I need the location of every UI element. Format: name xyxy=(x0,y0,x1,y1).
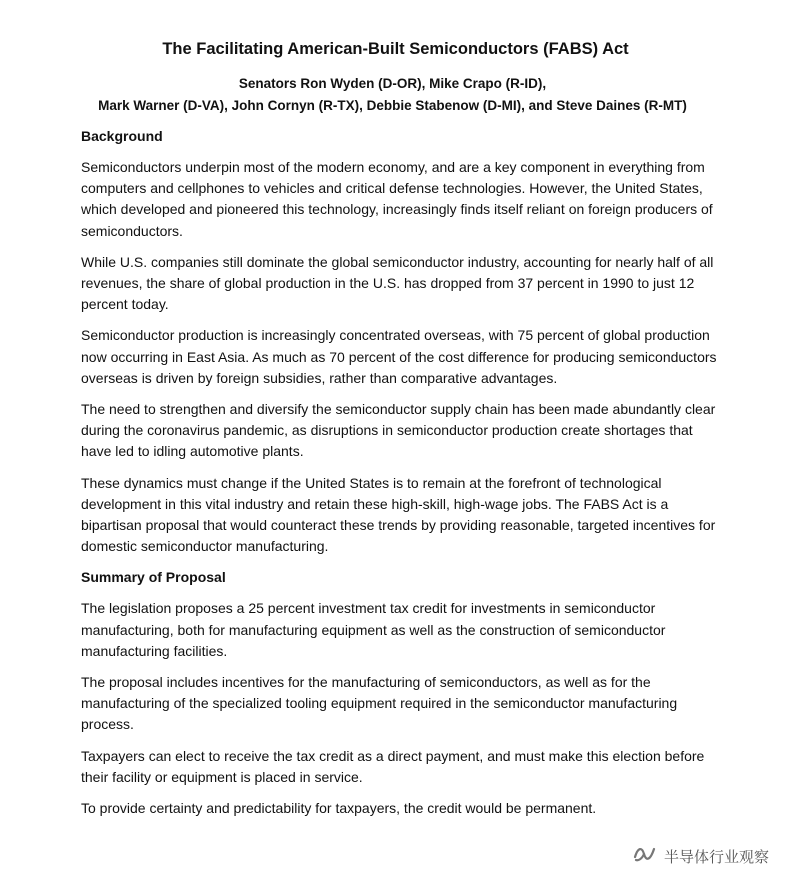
summary-paragraph-1: The legislation proposes a 25 percent investment tax credit for investments in semiconductor manufacturing, both for manufacturing equipment as well as the construction of semiconductor manufacturing facilities. xyxy=(81,600,666,659)
wechat-channel-icon xyxy=(632,843,658,869)
sponsors-block xyxy=(0,73,785,116)
watermark xyxy=(632,843,769,869)
sponsors-line-2: Mark Warner (D-VA), John Cornyn (R-TX), Debbie Stabenow (D-MI), and Steve Daines (R-MT) xyxy=(98,97,687,113)
summary-paragraph-4: To provide certainty and predictability for taxpayers, the credit would be permanent. xyxy=(81,800,597,817)
background-section xyxy=(81,126,721,557)
summary-paragraph-2: The proposal includes incentives for the manufacturing of semiconductors, as well as for the manufacturing of the specialized tooling equipment required in the semiconductor manufacturing process. xyxy=(81,674,678,733)
background-paragraph-4: The need to strengthen and diversify the semiconductor supply chain has been made abundantly clear during the coronavirus pandemic, as disruptions in semiconductor production create shortages that have led to idling automotive plants. xyxy=(81,401,716,460)
watermark-text: 半导体行业观察 xyxy=(663,847,769,866)
summary-heading: Summary of Proposal xyxy=(81,569,226,586)
sponsors-line-1: Senators Ron Wyden (D-OR), Mike Crapo (R-ID), xyxy=(238,76,547,91)
background-paragraph-2: While U.S. companies still dominate the global semiconductor industry, accounting for nearly half of all revenues, the share of global production in the U.S. has dropped from 37 percent in 1990 to just 12 percent today. xyxy=(81,253,714,313)
background-heading: Background xyxy=(81,128,163,144)
summary-section xyxy=(81,567,721,819)
document-title: The Facilitating American-Built Semiconductors (FABS) Act xyxy=(162,40,629,58)
background-paragraph-3: Semiconductor production is increasingly concentrated overseas, with 75 percent of global production now occurring in East Asia. As much as 70 percent of the cost difference for producing semiconductors overseas is driven by foreign subsidies, rather than comparative advantages. xyxy=(81,327,717,386)
document-body xyxy=(81,126,721,829)
summary-paragraph-3: Taxpayers can elect to receive the tax credit as a direct payment, and must make this election before their facility or equipment is placed in service. xyxy=(81,747,705,785)
background-paragraph-5: These dynamics must change if the United States is to remain at the forefront of technological development in this vital industry and retain these high-skill, high-wage jobs. The FABS Act is a bipartisan proposal that would counteract these trends by providing reasonable, targeted incentives for domestic semiconductor manufacturing. xyxy=(81,474,716,555)
background-paragraph-1: Semiconductors underpin most of the modern economy, and are a key component in everything from computers and cellphones to vehicles and critical defense technologies. However, the United States, which developed and pioneered this technology, increasingly finds itself reliant on foreign producers of semiconductors. xyxy=(81,159,713,239)
